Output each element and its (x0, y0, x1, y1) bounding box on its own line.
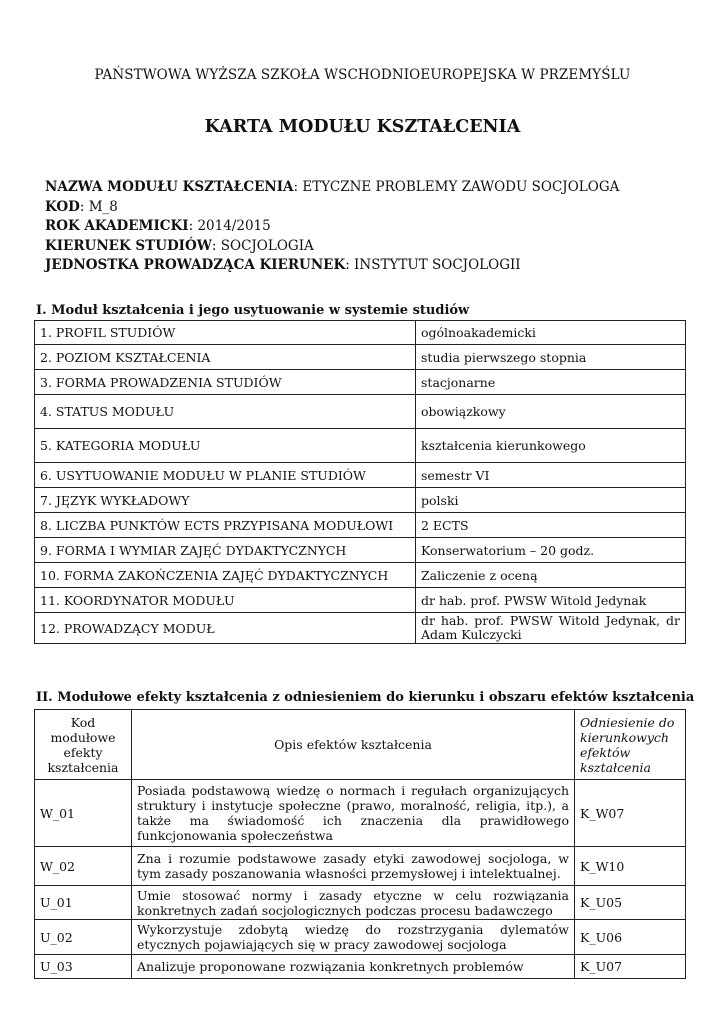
module-metadata (45, 178, 619, 276)
module-info-label: 1. PROFIL STUDIÓW (35, 321, 416, 345)
module-info-value: stacjonarne (416, 370, 686, 395)
module-info-row (35, 370, 686, 395)
outcome-description: Analizuje proponowane rozwiązania konkretnych problemów (132, 955, 575, 979)
outcome-code: W_02 (35, 847, 132, 886)
module-info-row (35, 538, 686, 563)
module-info-label: 9. FORMA I WYMIAR ZAJĘĆ DYDAKTYCZNYCH (35, 538, 416, 563)
module-info-label: 5. KATEGORIA MODUŁU (35, 429, 416, 463)
outcome-code: U_03 (35, 955, 132, 979)
header-reference: Odniesienie do kierunkowych efektów kształcenia (575, 710, 686, 780)
outcome-row (35, 847, 686, 886)
module-info-value: polski (416, 488, 686, 513)
outcomes-header-row (35, 710, 686, 780)
module-info-value: Konserwatorium – 20 godz. (416, 538, 686, 563)
header-code: Kod modułowe efekty kształcenia (35, 710, 132, 780)
module-info-value: ogólnoakademicki (416, 321, 686, 345)
module-info-value: 2 ECTS (416, 513, 686, 538)
module-info-value: Zaliczenie z oceną (416, 563, 686, 588)
outcome-reference: K_W10 (575, 847, 686, 886)
module-info-row (35, 395, 686, 429)
outcome-code: W_01 (35, 780, 132, 847)
module-info-row (35, 321, 686, 345)
module-info-label: 8. LICZBA PUNKTÓW ECTS PRZYPISANA MODUŁOWI (35, 513, 416, 538)
module-info-label: 7. JĘZYK WYKŁADOWY (35, 488, 416, 513)
outcome-description: Zna i rozumie podstawowe zasady etyki zawodowej socjologa, w tym zasady poszanowania własności przemysłowej i intelektualnej. (132, 847, 575, 886)
outcome-code: U_01 (35, 886, 132, 920)
module-info-value: obowiązkowy (416, 395, 686, 429)
module-info-label: 12. PROWADZĄCY MODUŁ (35, 613, 416, 644)
module-info-row (35, 345, 686, 370)
module-info-value: kształcenia kierunkowego (416, 429, 686, 463)
module-info-value: studia pierwszego stopnia (416, 345, 686, 370)
outcome-row (35, 780, 686, 847)
header-description: Opis efektów kształcenia (132, 710, 575, 780)
outcome-reference: K_U05 (575, 886, 686, 920)
outcome-row (35, 886, 686, 920)
module-info-row (35, 513, 686, 538)
year-line: ROK AKADEMICKI: 2014/2015 (45, 218, 271, 234)
module-info-label: 4. STATUS MODUŁU (35, 395, 416, 429)
module-info-table (34, 320, 686, 644)
direction-line: KIERUNEK STUDIÓW: SOCJOLOGIA (45, 237, 314, 254)
outcome-reference: K_W07 (575, 780, 686, 847)
section1-title: I. Moduł kształcenia i jego usytuowanie w systemie studiów (36, 303, 470, 318)
outcome-description: Umie stosować normy i zasady etyczne w celu rozwiązania konkretnych zadań socjologicznych podczas procesu badawczego (132, 886, 575, 920)
module-info-row (35, 463, 686, 488)
learning-outcomes-table (34, 709, 686, 979)
module-info-value: semestr VI (416, 463, 686, 488)
module-info-value: dr hab. prof. PWSW Witold Jedynak, dr Adam Kulczycki (416, 613, 686, 644)
outcome-reference: K_U06 (575, 920, 686, 955)
outcome-description: Posiada podstawową wiedzę o normach i regułach organizujących struktury i instytucje społeczne (prawo, moralność, religia, itp.), a także ma świadomość ich znaczenia dla prawidłowego funkcjonowania społeczeństwa (132, 780, 575, 847)
code-line: KOD: M_8 (45, 198, 118, 215)
section2-title: II. Modułowe efekty kształcenia z odniesieniem do kierunku i obszaru efektów kształcenia (36, 690, 695, 705)
module-info-row (35, 613, 686, 644)
module-info-label: 3. FORMA PROWADZENIA STUDIÓW (35, 370, 416, 395)
module-info-row (35, 588, 686, 613)
module-info-row (35, 563, 686, 588)
module-info-label: 10. FORMA ZAKOŃCZENIA ZAJĘĆ DYDAKTYCZNYCH (35, 563, 416, 588)
outcome-reference: K_U07 (575, 955, 686, 979)
module-info-row (35, 429, 686, 463)
module-info-value: dr hab. prof. PWSW Witold Jedynak (416, 588, 686, 613)
module-info-row (35, 488, 686, 513)
module-name-line: NAZWA MODUŁU KSZTAŁCENIA: ETYCZNE PROBLEMY ZAWODU SOCJOLOGA (45, 179, 620, 195)
unit-line: JEDNOSTKA PROWADZĄCA KIERUNEK: INSTYTUT SOCJOLOGII (45, 257, 521, 273)
outcome-row (35, 920, 686, 955)
module-info-label: 6. USYTUOWANIE MODUŁU W PLANIE STUDIÓW (35, 463, 416, 488)
outcome-row (35, 955, 686, 979)
university-name: PAŃSTWOWA WYŻSZA SZKOŁA WSCHODNIOEUROPEJSKA W PRZEMYŚLU (94, 67, 631, 83)
outcome-description: Wykorzystuje zdobytą wiedzę do rozstrzygania dylematów etycznych pojawiających się w pracy zawodowej socjologa (132, 920, 575, 955)
outcome-code: U_02 (35, 920, 132, 955)
document-title: KARTA MODUŁU KSZTAŁCENIA (204, 117, 521, 137)
module-info-label: 11. KOORDYNATOR MODUŁU (35, 588, 416, 613)
module-info-label: 2. POZIOM KSZTAŁCENIA (35, 345, 416, 370)
